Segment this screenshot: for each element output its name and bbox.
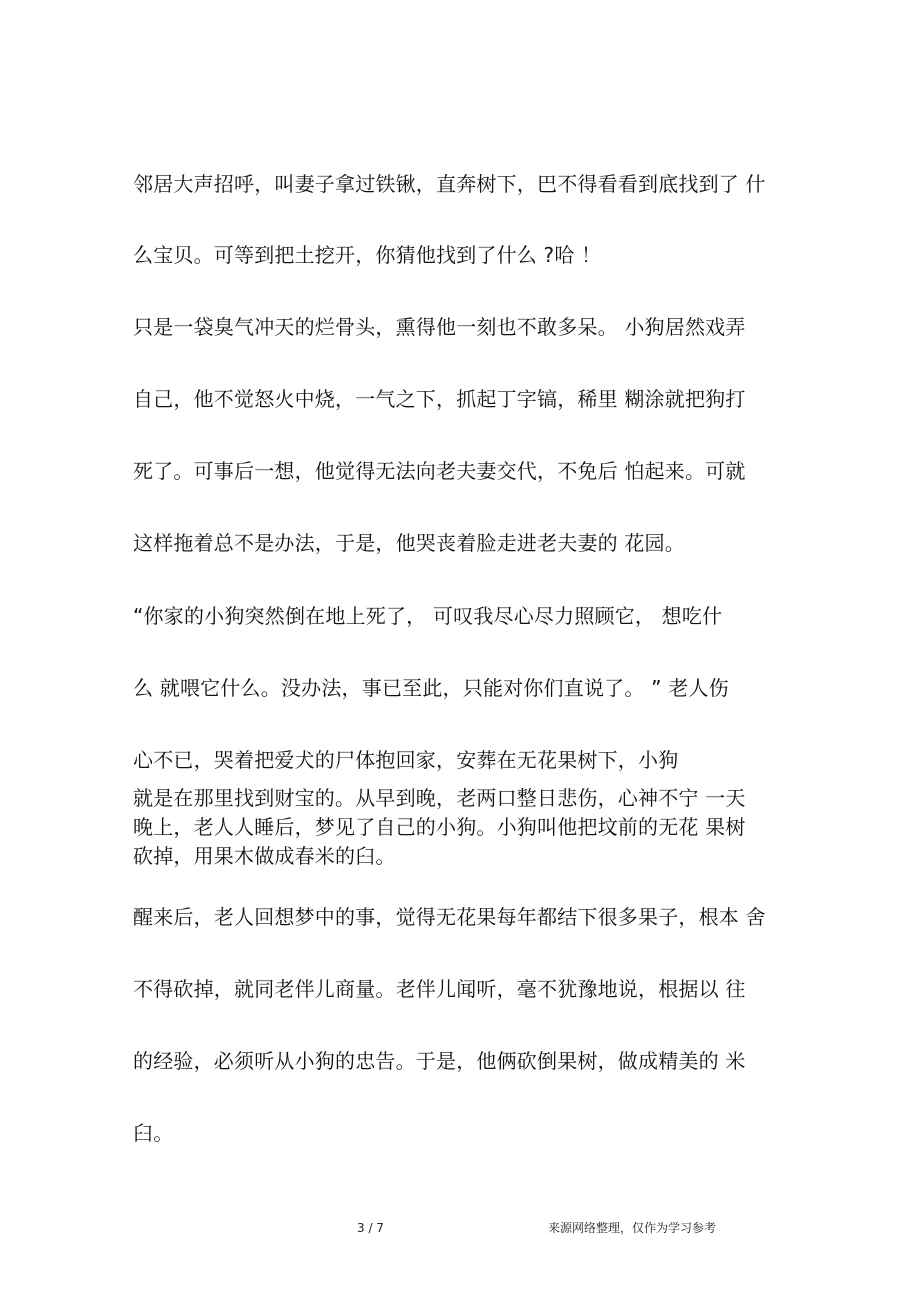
text-line-4: 自己，他不觉怒火中烧，一气之下，抓起丁字镐，稀里 糊涂就把狗打: [133, 387, 746, 411]
text-line-1: 邻居大声招呼，叫妻子拿过铁锹，直奔树下，巴不得看看到底找到了 什: [133, 172, 766, 196]
text-line-8: 么 就喂它什么。没办法，事已至此，只能对你们直说了。 ” 老人伤: [133, 676, 729, 700]
source-note: 来源网络整理，仅作为学习参考: [548, 1221, 717, 1235]
text-line-5: 死了。可事后一想，他觉得无法向老夫妻交代，不免后 怕起来。可就: [133, 459, 746, 483]
text-line-3: 只是一袋臭气冲天的烂骨头，熏得他一刻也不敢多呆。 小狗居然戏弄: [133, 315, 746, 339]
page-number: 3 / 7: [357, 1221, 384, 1235]
text-line-11: 晚上，老人人睡后，梦见了自己的小狗。小狗叫他把坟前的无花 果树: [133, 815, 746, 839]
text-line-13: 醒来后，老人回想梦中的事，觉得无花果每年都结下很多果子，根本 舍: [133, 905, 766, 929]
text-line-10: 就是在那里找到财宝的。从早到晚，老两口整日悲伤，心神不宁 一天: [133, 786, 746, 810]
text-line-2: 么宝贝。可等到把土挖开，你猜他找到了什么 ?哈 ！: [133, 243, 602, 267]
text-line-12: 砍掉，用果木做成春米的臼。: [133, 844, 396, 868]
text-line-7: “你家的小狗突然倒在地上死了， 可叹我尽心尽力照顾它， 想吃什: [133, 604, 723, 628]
text-line-16: 臼。: [133, 1121, 174, 1145]
text-line-14: 不得砍掉，就同老伴儿商量。老伴儿闻听，毫不犹豫地说，根据以 往: [133, 977, 746, 1001]
text-line-15: 的经验，必须听从小狗的忠告。于是，他俩砍倒果树，做成精美的 米: [133, 1049, 746, 1073]
text-line-9: 心不已，哭着把爱犬的尸体抱回家，安葬在无花果树下，小狗: [133, 748, 679, 772]
text-line-6: 这样拖着总不是办法，于是，他哭丧着脸走进老夫妻的 花园。: [133, 531, 685, 555]
